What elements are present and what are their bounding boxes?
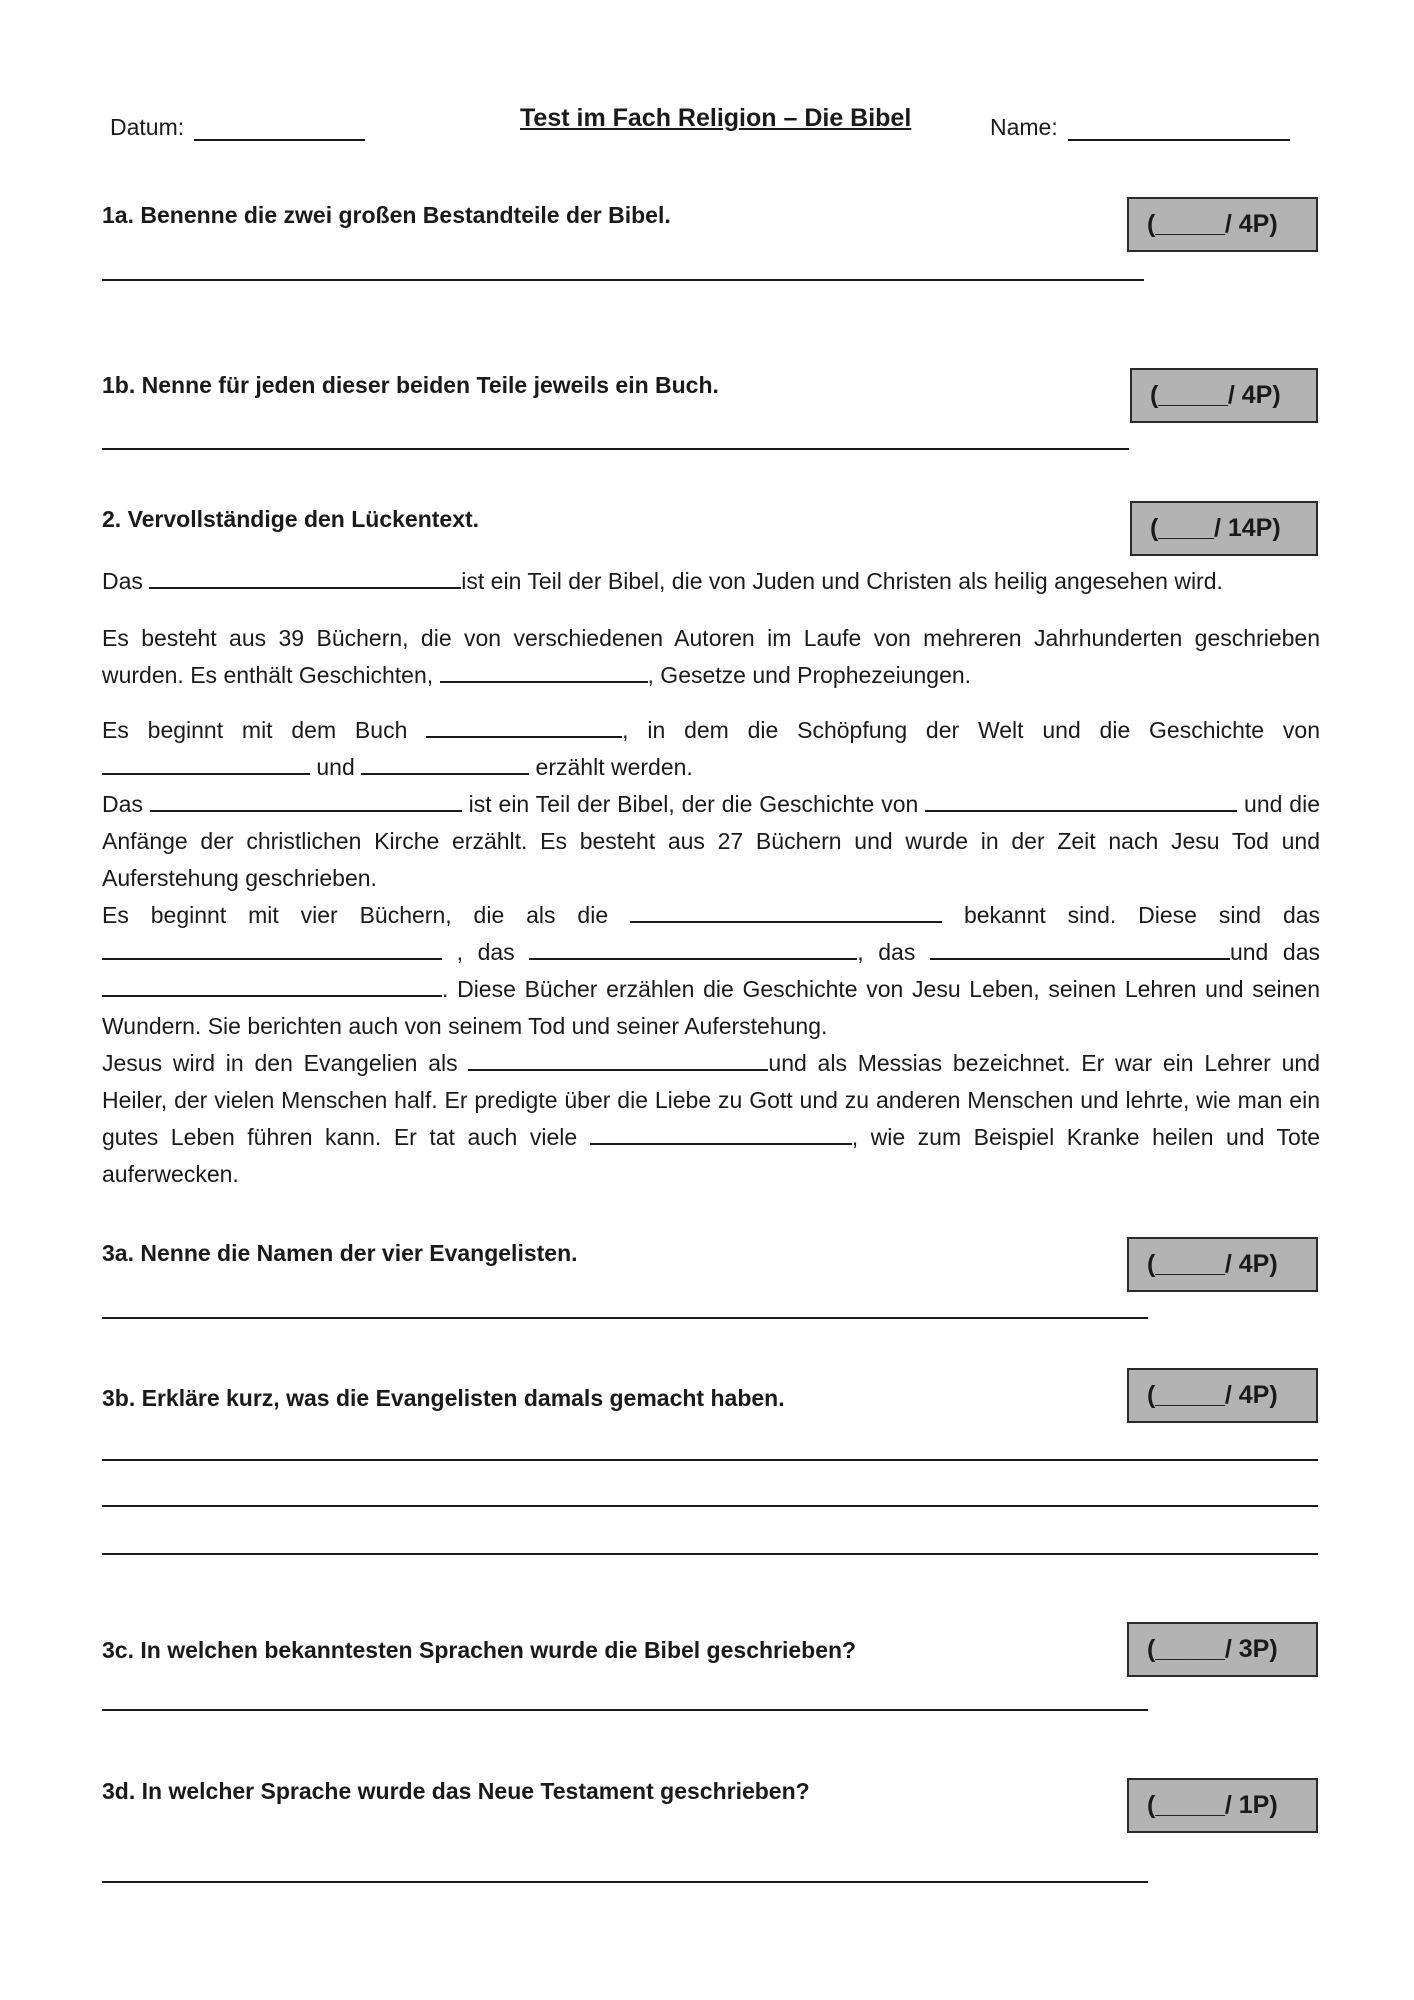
question-3a: 3a. Nenne die Namen der vier Evangelisten. (102, 1240, 578, 1266)
question-2: 2. Vervollständige den Lückentext. (102, 506, 480, 532)
points-box-3a: (_____/ 4P) (1127, 1237, 1318, 1292)
cloze-text: und (316, 754, 355, 780)
cloze-text: , Gesetze und Prophezeiungen. (647, 662, 972, 688)
cloze-gap[interactable] (925, 790, 1237, 812)
cloze-text: Es beginnt mit vier Büchern, die als die (102, 902, 609, 928)
cloze-gap[interactable] (468, 1049, 768, 1071)
points-box-3b: (_____/ 4P) (1127, 1368, 1318, 1423)
cloze-paragraph-4 (102, 786, 1320, 897)
name-label: Name: (990, 114, 1058, 140)
points-box-3d: (_____/ 1P) (1127, 1778, 1318, 1833)
cloze-text: Es beginnt mit dem Buch (102, 717, 408, 743)
cloze-gap[interactable] (440, 661, 648, 683)
answer-line-3d[interactable] (102, 1881, 1148, 1883)
cloze-paragraph-3 (102, 712, 1320, 786)
question-3d: 3d. In welcher Sprache wurde das Neue Testament geschrieben? (102, 1778, 810, 1804)
cloze-text: Das (102, 568, 143, 594)
cloze-gap[interactable] (102, 753, 310, 775)
question-1b: 1b. Nenne für jeden dieser beiden Teile jeweils ein Buch. (102, 372, 719, 398)
page-title: Test im Fach Religion – Die Bibel (520, 104, 912, 132)
cloze-text: Es besteht aus 39 Büchern, die von verschiedenen Autoren im Laufe von mehreren Jahrhunderten geschrieben wurden. Es enthält Geschichten, (102, 625, 1320, 688)
points-box-1a: (_____/ 4P) (1127, 197, 1318, 252)
answer-line-3a[interactable] (102, 1317, 1148, 1319)
answer-line-1a[interactable] (102, 279, 1144, 281)
cloze-text: Jesus wird in den Evangelien als (102, 1050, 458, 1076)
date-input-line[interactable] (194, 139, 365, 141)
answer-line-3b-3[interactable] (102, 1553, 1318, 1555)
answer-line-3c[interactable] (102, 1709, 1148, 1711)
cloze-text: , das (857, 939, 916, 965)
answer-line-3b-2[interactable] (102, 1505, 1318, 1507)
cloze-paragraph-1 (102, 563, 1320, 600)
cloze-text: , in dem die Schöpfung der Welt und die Geschichte von (622, 717, 1320, 743)
cloze-text: und die Anfänge der christlichen Kirche erzählt. Es besteht aus 27 Büchern und wurde in der Zeit nach Jesu Tod und Auferstehung geschrieben. (102, 791, 1320, 891)
points-box-2: (____/ 14P) (1130, 501, 1318, 556)
cloze-text: bekannt sind. Diese sind das (963, 902, 1321, 928)
cloze-gap[interactable] (590, 1123, 852, 1145)
points-box-3c: (_____/ 3P) (1127, 1622, 1318, 1677)
question-3c: 3c. In welchen bekanntesten Sprachen wurde die Bibel geschrieben? (102, 1637, 857, 1663)
cloze-text: ist ein Teil der Bibel, die von Juden und Christen als heilig angesehen wird. (461, 568, 1223, 594)
cloze-gap[interactable] (426, 716, 622, 738)
question-3b: 3b. Erkläre kurz, was die Evangelisten damals gemacht haben. (102, 1385, 785, 1411)
cloze-text: erzählt werden. (535, 754, 693, 780)
cloze-gap[interactable] (930, 938, 1230, 960)
cloze-text: , das (456, 939, 515, 965)
answer-line-3b-1[interactable] (102, 1459, 1318, 1461)
cloze-gap[interactable] (361, 753, 529, 775)
cloze-text: und das (1229, 939, 1320, 965)
cloze-gap[interactable] (529, 938, 857, 960)
cloze-gap[interactable] (102, 938, 442, 960)
question-1a: 1a. Benenne die zwei großen Bestandteile der Bibel. (102, 202, 671, 228)
cloze-gap[interactable] (630, 901, 942, 923)
cloze-gap[interactable] (149, 567, 461, 589)
cloze-text: Das (102, 791, 143, 817)
cloze-text: und als Messias bezeichnet. Er war ein Lehrer und Heiler, der vielen Menschen half. Er predigte über die Liebe zu Gott und zu anderen Menschen und lehrte, wie man ein gutes Leben führen kann. Er tat auch viele (102, 1050, 1320, 1150)
cloze-text: , wie zum Beispiel Kranke heilen und Tote auferwecken. (102, 1124, 1321, 1187)
points-box-1b: (_____/ 4P) (1130, 368, 1318, 423)
cloze-text: ist ein Teil der Bibel, der die Geschichte von (468, 791, 919, 817)
cloze-gap[interactable] (150, 790, 462, 812)
name-input-line[interactable] (1068, 139, 1290, 141)
cloze-paragraph-6 (102, 1045, 1320, 1193)
date-label: Datum: (110, 114, 185, 140)
cloze-paragraph-5 (102, 897, 1320, 1045)
cloze-paragraph-2 (102, 620, 1320, 694)
cloze-text: . Diese Bücher erzählen die Geschichte von Jesu Leben, seinen Lehren und seinen Wundern. Sie berichten auch von seinem Tod und seiner Auferstehung. (102, 976, 1320, 1039)
cloze-gap[interactable] (102, 975, 442, 997)
answer-line-1b[interactable] (102, 448, 1129, 450)
